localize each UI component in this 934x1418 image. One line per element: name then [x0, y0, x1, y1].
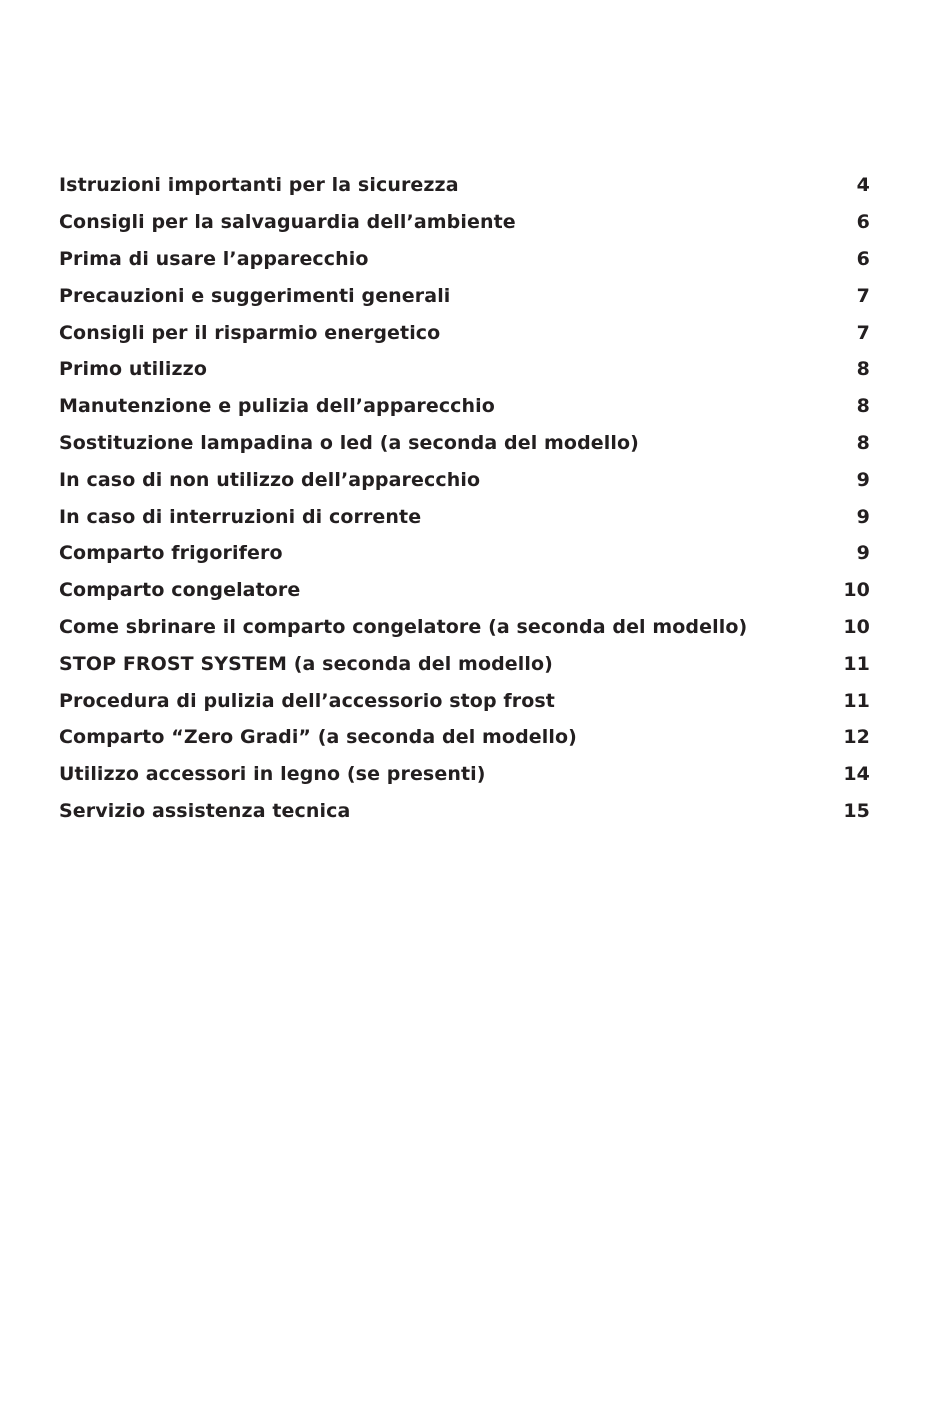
toc-entry-page: 14 — [843, 763, 870, 786]
toc-entry-page: 10 — [843, 615, 870, 638]
toc-entry — [59, 314, 870, 351]
toc-entry-page: 8 — [856, 431, 870, 454]
toc-entry — [59, 204, 870, 241]
toc-entry-page: 11 — [843, 689, 870, 712]
toc-entry-title: Sostituzione lampadina o led (a seconda del modello) — [59, 431, 639, 454]
toc-entry-page: 11 — [843, 652, 870, 675]
toc-entry-page: 15 — [843, 799, 870, 822]
toc-entry-title: Istruzioni importanti per la sicurezza — [59, 174, 459, 197]
toc-entry-page: 8 — [856, 395, 870, 418]
toc-entry — [59, 388, 870, 425]
toc-entry-title: Consigli per la salvaguardia dell’ambiente — [59, 211, 516, 234]
toc-entry-title: Utilizzo accessori in legno (se presenti) — [59, 763, 486, 786]
toc-entry-title: Procedura di pulizia dell’accessorio stop frost — [59, 689, 555, 712]
toc-entry-page: 6 — [856, 211, 870, 234]
toc-entry-title: In caso di interruzioni di corrente — [59, 505, 422, 528]
toc-entry — [59, 609, 870, 646]
toc-entry — [59, 277, 870, 314]
toc-entry-title: Primo utilizzo — [59, 358, 207, 381]
toc-entry-page: 12 — [843, 726, 870, 749]
toc-entry-title: Prima di usare l’apparecchio — [59, 247, 369, 270]
toc-entry-title: Precauzioni e suggerimenti generali — [59, 284, 451, 307]
toc-entry — [59, 793, 870, 830]
toc-entry — [59, 572, 870, 609]
toc-entry-title: Come sbrinare il comparto congelatore (a seconda del modello) — [59, 615, 748, 638]
toc-entry-title: Consigli per il risparmio energetico — [59, 321, 441, 344]
toc-entry — [59, 535, 870, 572]
toc-entry-page: 9 — [856, 542, 870, 565]
toc-entry — [59, 167, 870, 204]
toc-entry — [59, 498, 870, 535]
toc-entry-page: 6 — [856, 247, 870, 270]
toc-entry-title: Comparto “Zero Gradi” (a seconda del modello) — [59, 726, 577, 749]
toc-entry — [59, 425, 870, 462]
toc-entry-title: In caso di non utilizzo dell’apparecchio — [59, 468, 481, 491]
toc-entry-page: 9 — [856, 468, 870, 491]
toc-entry — [59, 351, 870, 388]
table-of-contents — [59, 167, 870, 829]
toc-entry-title: Servizio assistenza tecnica — [59, 799, 351, 822]
toc-entry-title: Comparto congelatore — [59, 579, 301, 602]
toc-entry-title: STOP FROST SYSTEM (a seconda del modello) — [59, 652, 553, 675]
toc-entry — [59, 461, 870, 498]
toc-entry-page: 8 — [856, 358, 870, 381]
toc-entry-page: 7 — [856, 284, 870, 307]
toc-entry — [59, 719, 870, 756]
toc-entry — [59, 241, 870, 278]
toc-entry — [59, 756, 870, 793]
toc-entry-page: 10 — [843, 579, 870, 602]
toc-entry — [59, 645, 870, 682]
toc-entry — [59, 682, 870, 719]
toc-entry-page: 4 — [856, 174, 870, 197]
toc-entry-page: 7 — [856, 321, 870, 344]
toc-entry-page: 9 — [856, 505, 870, 528]
toc-entry-title: Manutenzione e pulizia dell’apparecchio — [59, 395, 495, 418]
toc-entry-title: Comparto frigorifero — [59, 542, 283, 565]
